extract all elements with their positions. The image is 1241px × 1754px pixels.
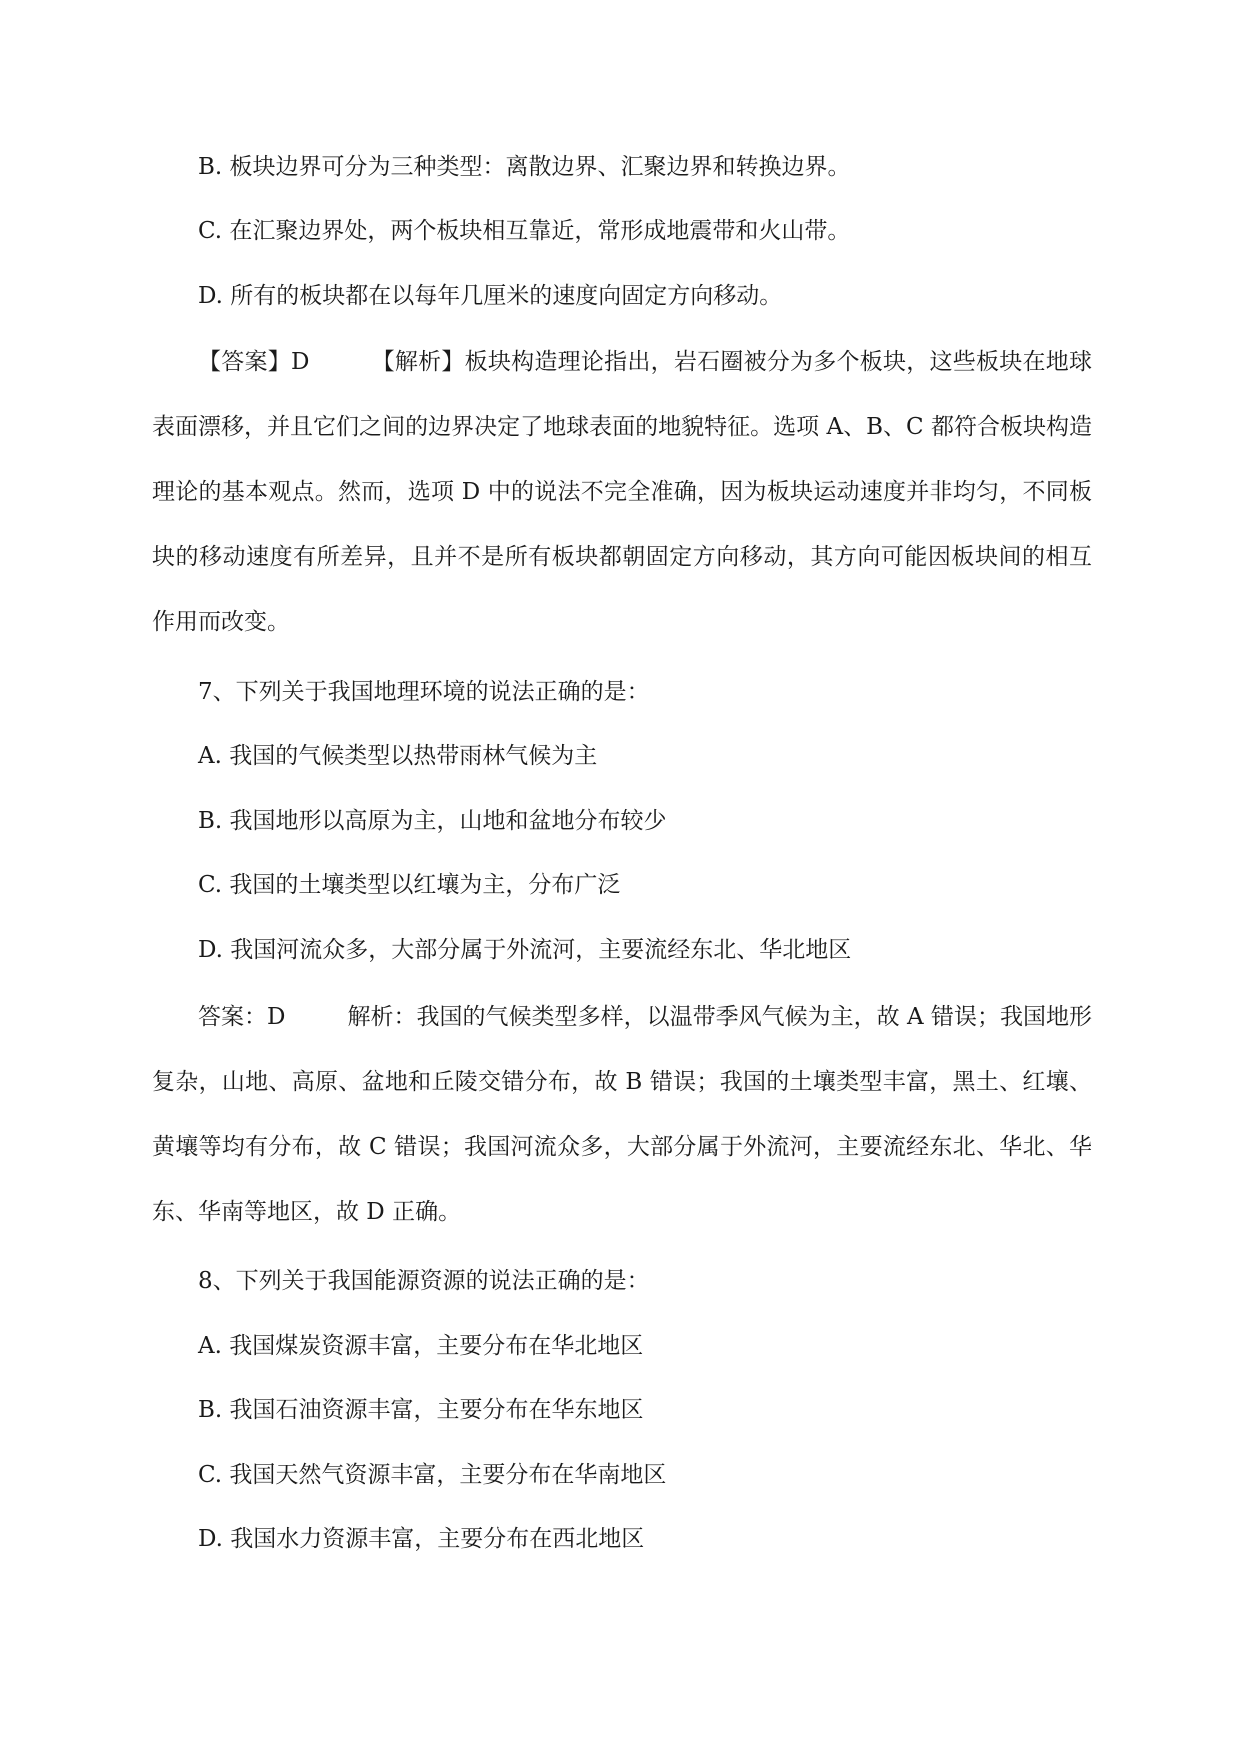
q7-answer-analysis [152, 985, 1092, 1245]
q8-question: 8、下列关于我国能源资源的说法正确的是： [198, 1268, 650, 1294]
q6-option-c: C. 在汇聚边界处，两个板块相互靠近，常形成地震带和火山带。 [198, 218, 851, 244]
q7-analysis: 解析：我国的气候类型多样，以温带季风气候为主，故 A 错误；我国地形复杂，山地、高原、盆地和丘陵交错分布，故 B 错误；我国的土壤类型丰富，黑土、红壤、黄壤等均有分布，故 C 错误；我国河流众多，大部分属于外流河，主要流经东北、华北、华东、华南等地区，故 D 正确。 [152, 1004, 1092, 1225]
q7-question: 7、下列关于我国地理环境的说法正确的是： [198, 679, 650, 705]
q6-option-b: B. 板块边界可分为三种类型：离散边界、汇聚边界和转换边界。 [198, 154, 851, 180]
q8-option-b: B. 我国石油资源丰富，主要分布在华东地区 [198, 1397, 644, 1423]
q7-answer: 答案：D [198, 1004, 286, 1030]
q8-option-c: C. 我国天然气资源丰富，主要分布在华南地区 [198, 1462, 667, 1488]
q7-option-c: C. 我国的土壤类型以红壤为主，分布广泛 [198, 872, 621, 898]
q6-answer: 【答案】D [198, 349, 310, 375]
q6-option-d: D. 所有的板块都在以每年几厘米的速度向固定方向移动。 [198, 283, 783, 309]
q8-option-a: A. 我国煤炭资源丰富，主要分布在华北地区 [198, 1333, 644, 1359]
q7-option-a: A. 我国的气候类型以热带雨林气候为主 [198, 743, 598, 769]
q6-answer-analysis [152, 330, 1092, 655]
q6-analysis: 【解析】板块构造理论指出，岩石圈被分为多个板块，这些板块在地球表面漂移，并且它们之间的边界决定了地球表面的地貌特征。选项 A、B、C 都符合板块构造理论的基本观点。然而，选项 D 中的说法不完全准确，因为板块运动速度并非均匀，不同板块的移动速度有所差异，且并不是所有板块都朝固定方向移动，其方向可能因板块间的相互作用而改变。 [152, 349, 1092, 635]
q8-option-d: D. 我国水力资源丰富，主要分布在西北地区 [198, 1526, 645, 1552]
q7-option-b: B. 我国地形以高原为主，山地和盆地分布较少 [198, 808, 667, 834]
q7-option-d: D. 我国河流众多，大部分属于外流河，主要流经东北、华北地区 [198, 937, 852, 963]
